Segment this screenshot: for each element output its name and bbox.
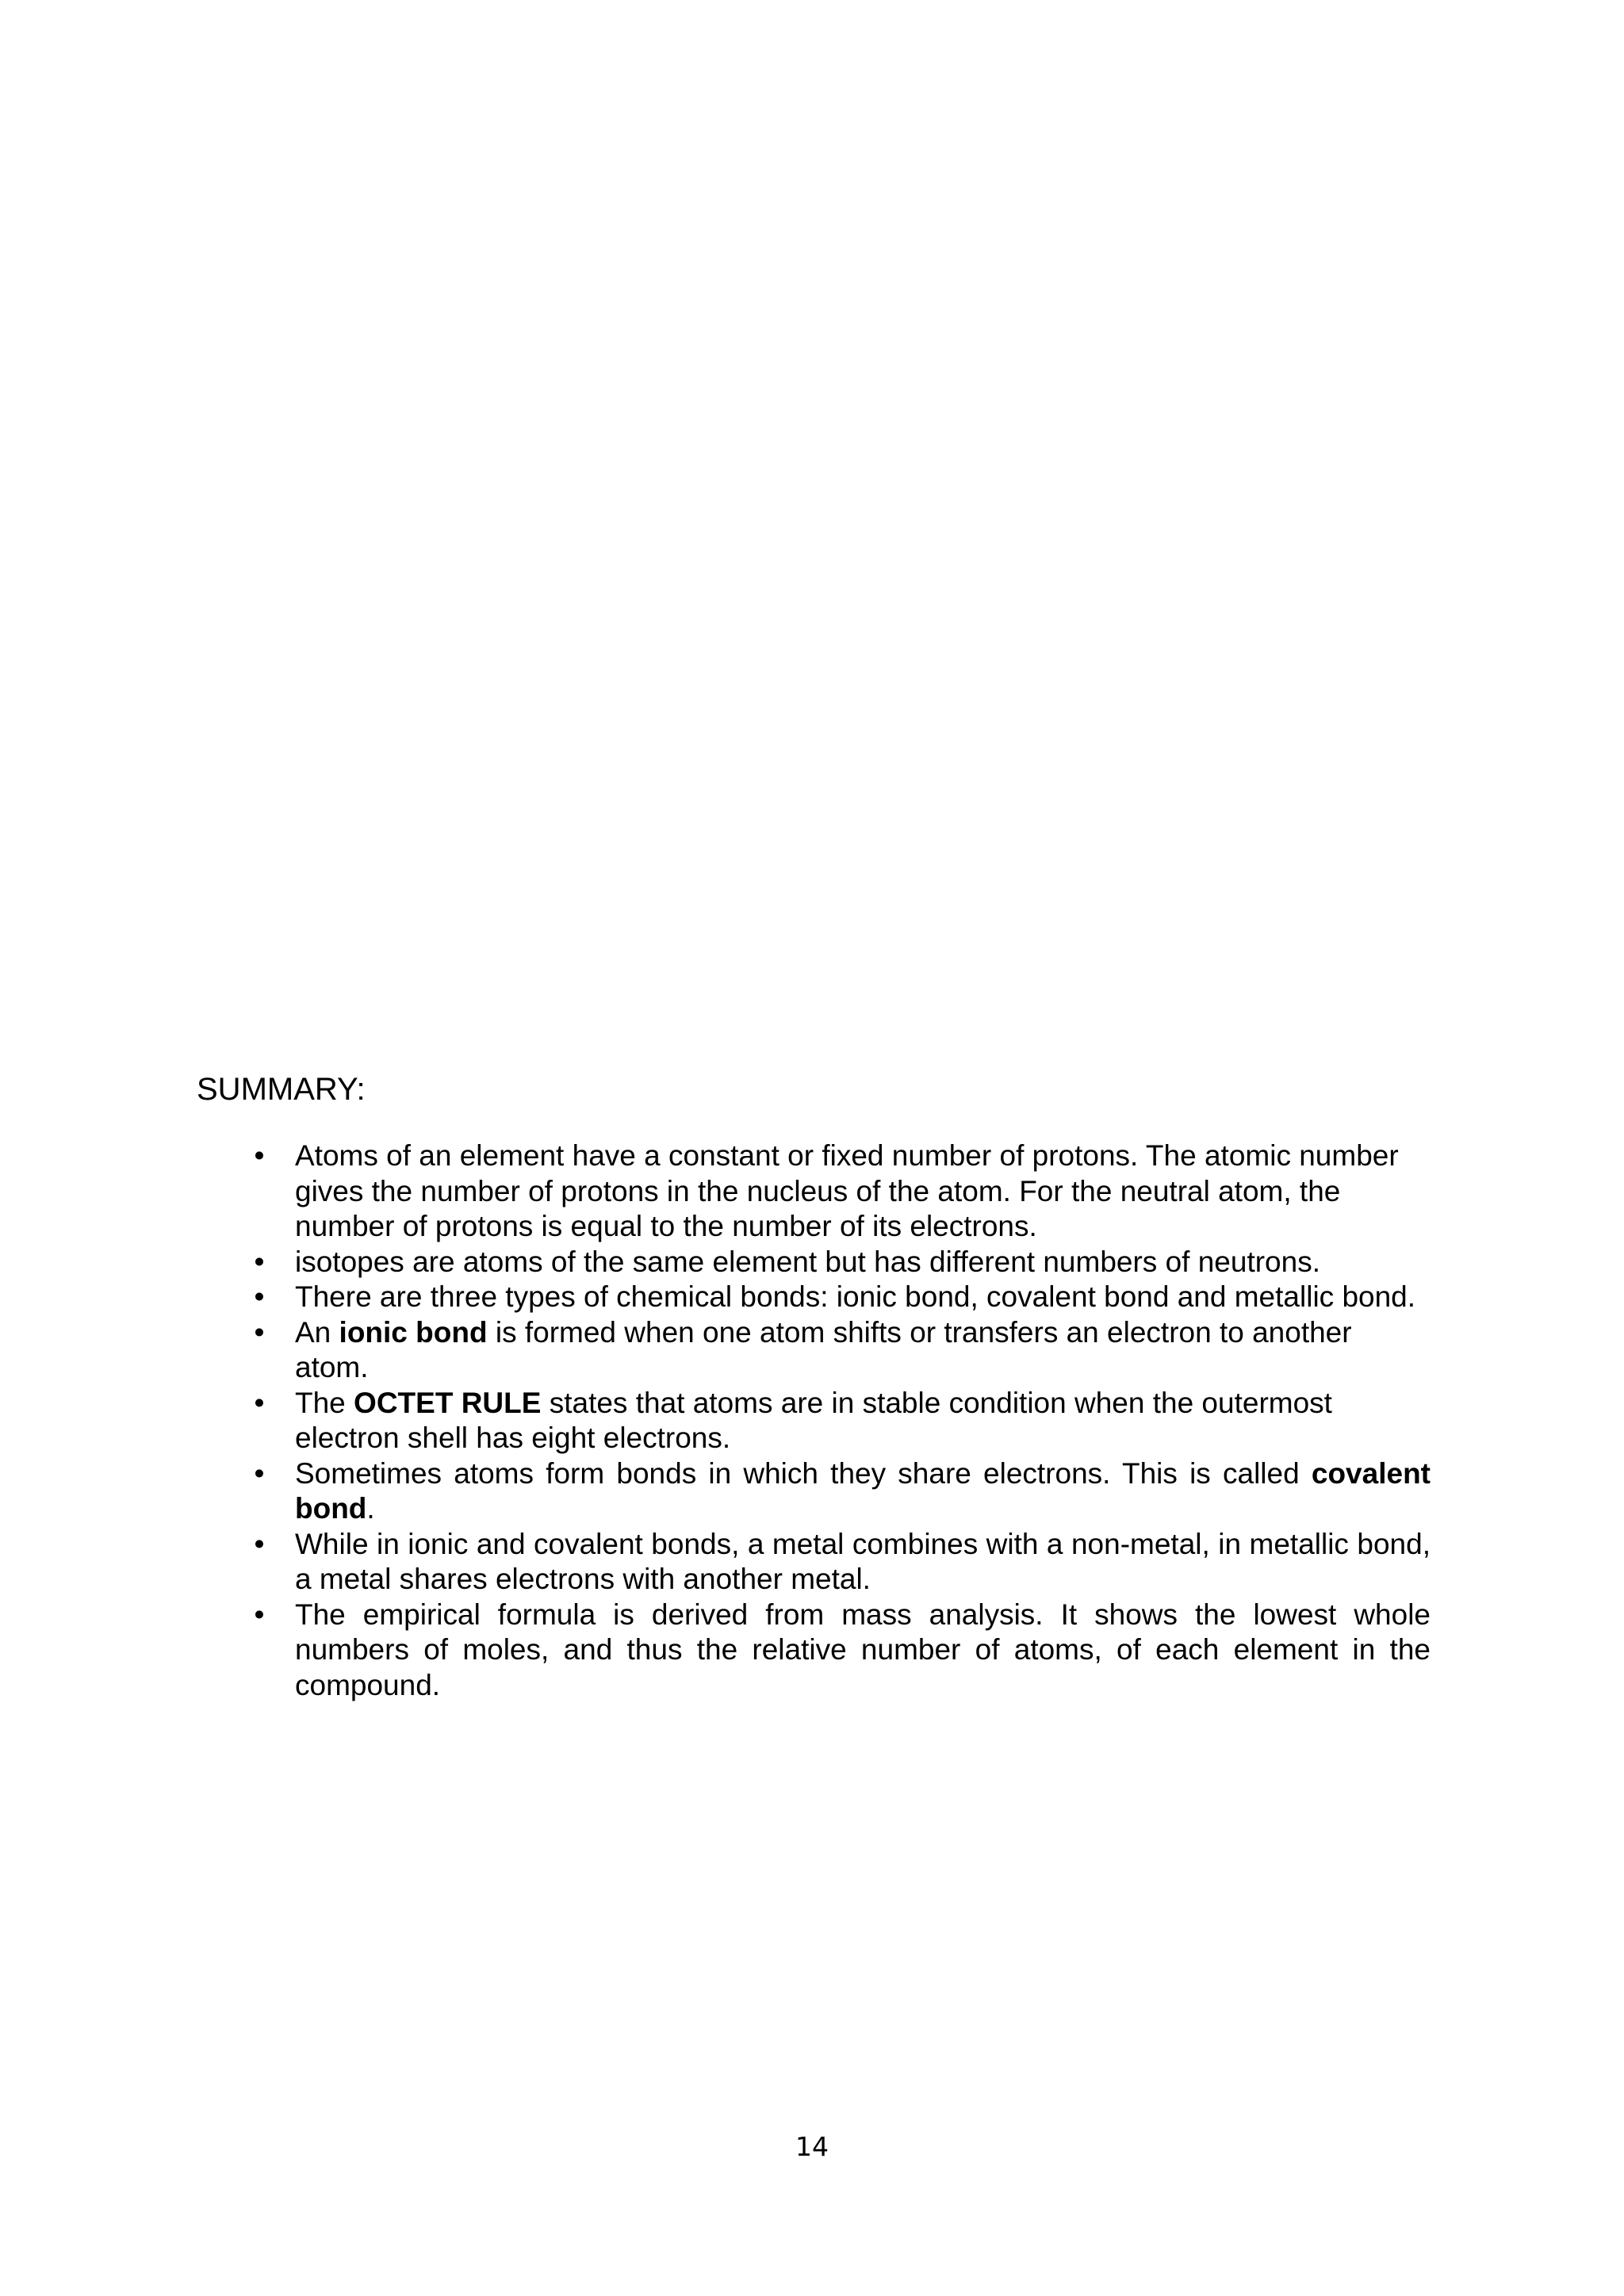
item-text: states that atoms are in stable condition when the outermost electron shell has eight electrons. [295, 1386, 1332, 1454]
item-text: The empirical formula is derived from mass analysis. It shows the lowest whole numbers of moles, and thus the relative number of atoms, of each element in the compound. [295, 1598, 1431, 1701]
bold-term: ionic bond [339, 1315, 488, 1349]
bullet-icon: • [254, 1386, 265, 1419]
item-text: Atoms of an element have a constant or fixed number of protons. The atomic number gives the number of protons in the nucleus of the atom. For the neutral atom, the number of protons is equal to the number of its electrons. [295, 1139, 1399, 1242]
bullet-icon: • [254, 1527, 265, 1560]
item-text: is formed when one atom shifts or transfers an electron to another atom. [295, 1315, 1352, 1383]
item-text: While in ionic and covalent bonds, a metal combines with a non-metal, in metallic bond, a metal shares electrons with another metal. [295, 1527, 1431, 1595]
summary-list-item [254, 1386, 1431, 1456]
summary-list-item [254, 1315, 1431, 1386]
summary-list-item [254, 1598, 1431, 1704]
item-text: There are three types of chemical bonds: ionic bond, covalent bond and metallic bond. [295, 1280, 1416, 1313]
item-text: Sometimes atoms form bonds in which they share electrons. This is called [295, 1456, 1312, 1490]
item-text: The [295, 1386, 354, 1419]
bold-term: covalent bond [295, 1456, 1431, 1525]
bullet-icon: • [254, 1245, 265, 1278]
bullet-icon: • [254, 1598, 265, 1631]
summary-heading: SUMMARY: [197, 1072, 366, 1107]
summary-list-item [254, 1280, 1431, 1315]
bold-term: OCTET RULE [354, 1386, 542, 1419]
page-number: 14 [795, 2131, 829, 2162]
bullet-icon: • [254, 1456, 265, 1490]
summary-list-item [254, 1456, 1431, 1527]
item-text: . [366, 1492, 375, 1525]
summary-list-item [254, 1138, 1431, 1245]
bullet-icon: • [254, 1139, 265, 1172]
bullet-icon: • [254, 1315, 265, 1349]
item-text: isotopes are atoms of the same element but has different numbers of neutrons. [295, 1245, 1320, 1278]
bullet-icon: • [254, 1280, 265, 1313]
summary-list [254, 1138, 1431, 1703]
summary-list-item [254, 1245, 1431, 1280]
summary-list-item [254, 1527, 1431, 1598]
item-text: An [295, 1315, 339, 1349]
